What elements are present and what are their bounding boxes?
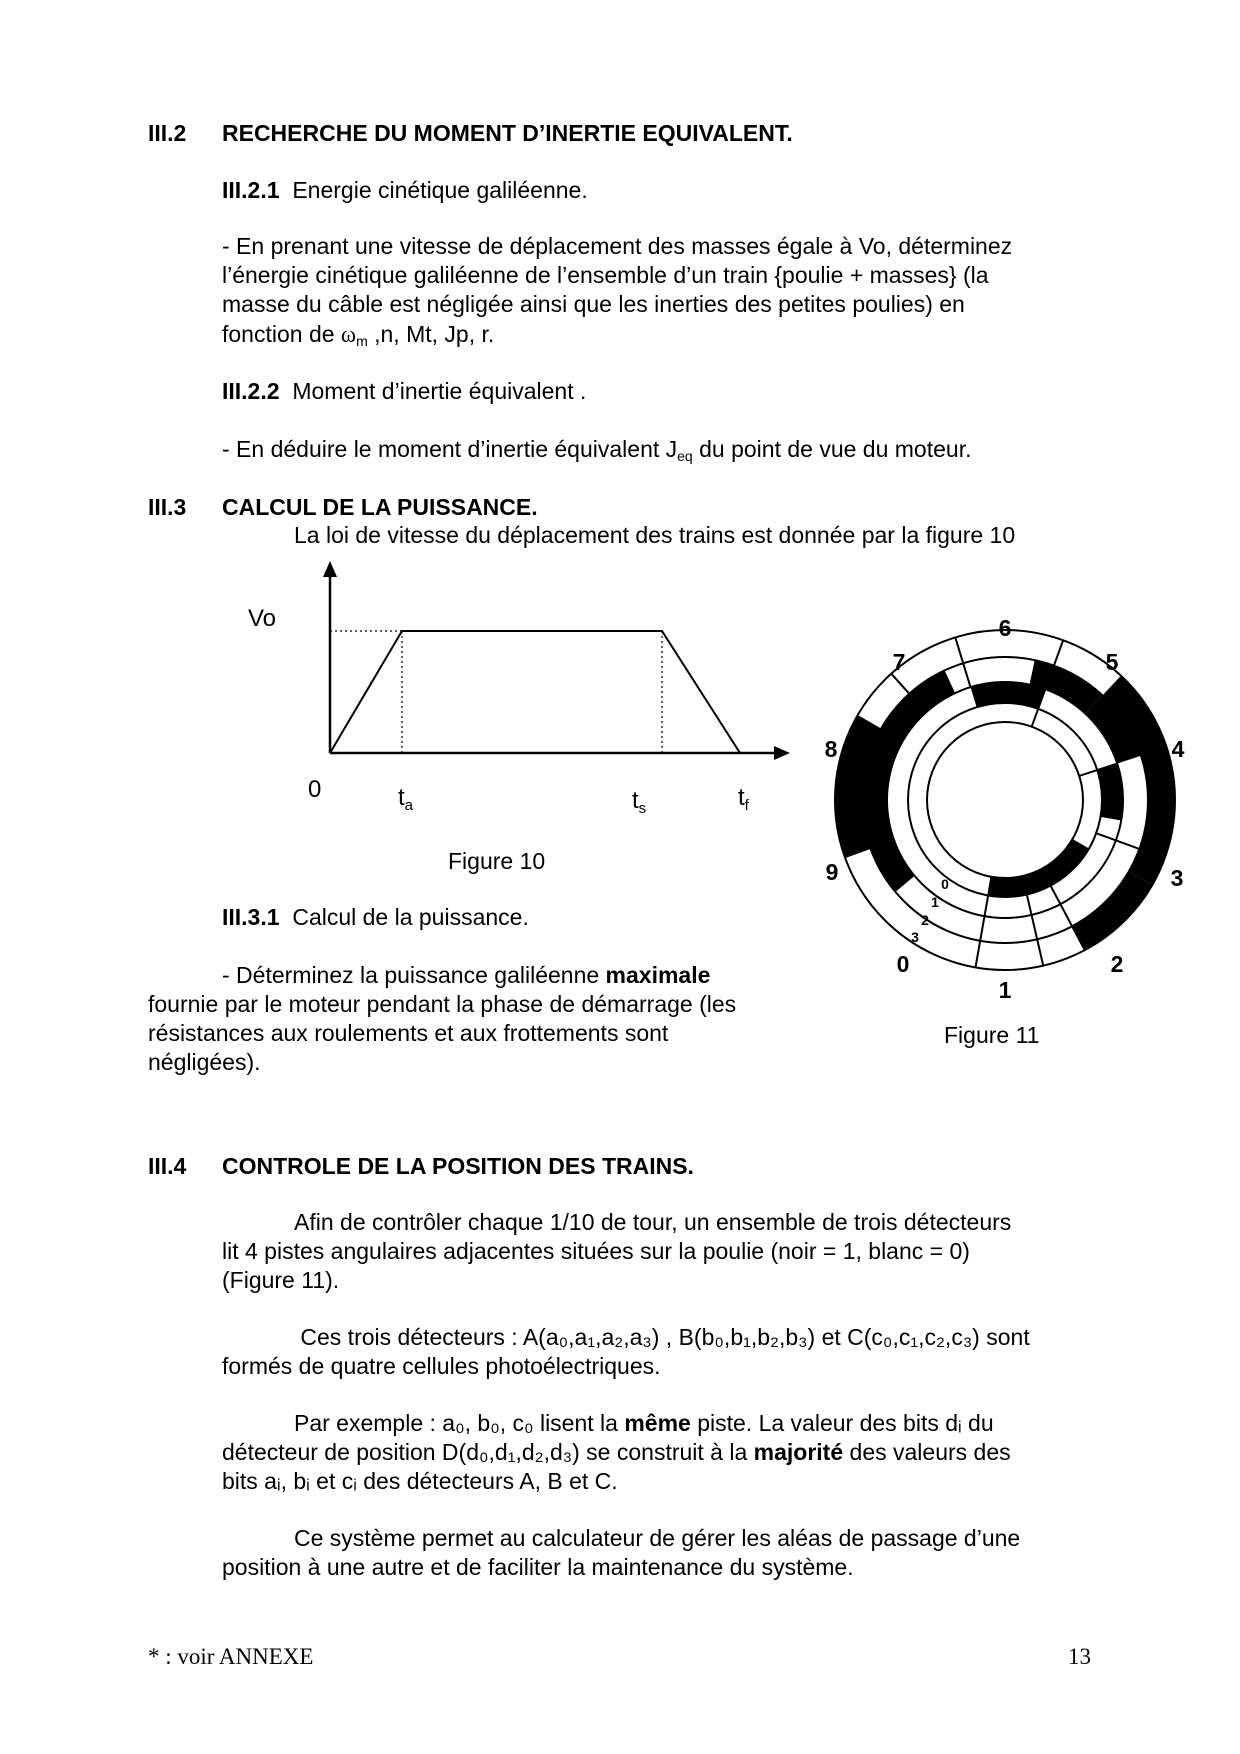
paragraph-line: (Figure 11). <box>222 1267 340 1293</box>
subsection-title: Calcul de la puissance. <box>292 904 529 930</box>
text-run: du point de vue du moteur. <box>692 436 972 462</box>
tf-label <box>738 784 750 814</box>
sector-label: 9 <box>825 859 839 885</box>
sector-label: 7 <box>892 649 906 675</box>
sector-divider <box>975 877 991 968</box>
paragraph-line: masse du câble est négligée ainsi que les inerties des petites poulies) en <box>222 291 965 317</box>
figure-11-caption: Figure 11 <box>944 1022 1040 1048</box>
text-run: - En déduire le moment d’inertie équivalent J <box>222 436 678 462</box>
black-track-segment <box>862 670 955 892</box>
text-run: ,n, Mt, Jp, r. <box>367 321 495 347</box>
subscript: eq <box>677 448 693 464</box>
black-track-segment <box>1129 742 1175 885</box>
ts-label <box>632 787 646 815</box>
text-run: Par exemple : a₀, b₀, c₀ lisent la <box>294 1410 625 1436</box>
paragraph-line: lit 4 pistes angulaires adjacentes situées sur la poulie (noir = 1, blanc = 0) <box>222 1238 970 1264</box>
subsection-number: III.3.1 <box>222 904 280 930</box>
paragraph-line: résistances aux roulements et aux frottements sont <box>148 1020 669 1046</box>
section-title: CALCUL DE LA PUISSANCE. <box>222 494 538 520</box>
figure-10-caption: Figure 10 <box>448 848 546 874</box>
section-title: RECHERCHE DU MOMENT D’INERTIE EQUIVALENT. <box>222 120 793 146</box>
section-number: III.4 <box>148 1153 187 1179</box>
subsection-title: Energie cinétique galiléenne. <box>292 177 588 203</box>
subsection-number: III.2.1 <box>222 177 280 203</box>
bold-text: majorité <box>753 1439 844 1465</box>
paragraph-line: négligées). <box>148 1049 261 1075</box>
sector-label: 0 <box>896 951 910 977</box>
ring-4 <box>908 703 1102 897</box>
subscript: m <box>356 333 368 349</box>
footnote: * : voir ANNEXE <box>148 1644 314 1669</box>
paragraph-line: Ces trois détecteurs : A(a₀,a₁,a₂,a₃) , B(b₀,b₁,b₂,b₃) et C(c₀,c₁,c₂,c₃) sont <box>294 1324 1030 1350</box>
paragraph-line <box>222 1438 1011 1467</box>
subsection-number: III.2.2 <box>222 378 280 404</box>
paragraph-line <box>222 435 971 464</box>
paragraph-line: Ce système permet au calculateur de gérer les aléas de passage d’une <box>294 1525 1021 1551</box>
sector-label: 1 <box>998 977 1012 1003</box>
paragraph-line: bits aᵢ, bᵢ et cᵢ des détecteurs A, B et C. <box>222 1468 618 1494</box>
subscript: f <box>744 797 749 814</box>
t-symbol: t <box>398 784 405 811</box>
ring-inner <box>927 722 1083 878</box>
bold-text: même <box>624 1410 691 1436</box>
paragraph-line: l’énergie cinétique galiléenne de l’ensemble d’un train {poulie + masses} (la <box>222 262 989 288</box>
origin-label: 0 <box>308 776 322 803</box>
track-label: 3 <box>911 929 919 945</box>
ta-label <box>398 784 414 814</box>
x-axis-arrow <box>774 746 790 760</box>
y-axis-arrow <box>323 561 337 577</box>
t-symbol: t <box>632 787 639 814</box>
track-label: 1 <box>931 894 939 910</box>
sector-label: 3 <box>1170 865 1184 891</box>
text-run: piste. La valeur des bits dᵢ du <box>690 1410 994 1436</box>
track-label: 2 <box>921 912 929 928</box>
text-run: fonction de <box>222 321 341 347</box>
subsection-heading <box>222 903 529 932</box>
figure-10-velocity-diagram <box>230 555 810 815</box>
paragraph-line: - En prenant une vitesse de déplacement des masses égale à Vo, déterminez <box>222 233 1013 259</box>
text-run: des valeurs des <box>843 1439 1011 1465</box>
section-title: CONTROLE DE LA POSITION DES TRAINS. <box>222 1153 694 1179</box>
subscript: a <box>404 797 414 814</box>
paragraph-line <box>294 1409 994 1438</box>
sector-divider <box>1051 886 1085 950</box>
subscript: s <box>638 800 647 815</box>
sector-label: 8 <box>824 736 838 762</box>
paragraph-line: position à une autre et de faciliter la maintenance du système. <box>222 1554 854 1580</box>
paragraph-line: formés de quatre cellules photoélectriques. <box>222 1353 661 1379</box>
page-number: 13 <box>1068 1644 1091 1669</box>
paragraph-line: Afin de contrôler chaque 1/10 de tour, un ensemble de trois détecteurs <box>294 1209 1012 1235</box>
sector-label: 2 <box>1110 951 1124 977</box>
sector-label: 5 <box>1105 649 1119 675</box>
black-track-segment <box>1072 872 1152 951</box>
vo-label: Vo <box>248 605 277 632</box>
paragraph-line: fournie par le moteur pendant la phase de démarrage (les <box>148 991 737 1017</box>
t-symbol: t <box>738 784 745 811</box>
figure-11-coded-disc <box>805 600 1205 1020</box>
paragraph-line <box>222 961 710 990</box>
paragraph-line <box>222 320 494 349</box>
omega-symbol: ω <box>340 322 357 347</box>
track-label: 0 <box>941 876 949 892</box>
text-run: - Déterminez la puissance galiléenne <box>222 962 606 988</box>
subsection-heading <box>222 377 586 406</box>
text-run: détecteur de position D(d₀,d₁,d₂,d₃) se construit à la <box>222 1439 754 1465</box>
sector-label: 6 <box>998 615 1012 641</box>
sector-label: 4 <box>1171 736 1185 762</box>
bold-text: maximale <box>605 962 711 988</box>
section-number: III.2 <box>148 120 187 146</box>
paragraph-line: La loi de vitesse du déplacement des trains est donnée par la figure 10 <box>294 522 1016 548</box>
section-number: III.3 <box>148 494 187 520</box>
subsection-title: Moment d’inertie équivalent . <box>292 378 587 404</box>
velocity-profile <box>330 631 740 753</box>
subsection-heading <box>222 176 588 205</box>
